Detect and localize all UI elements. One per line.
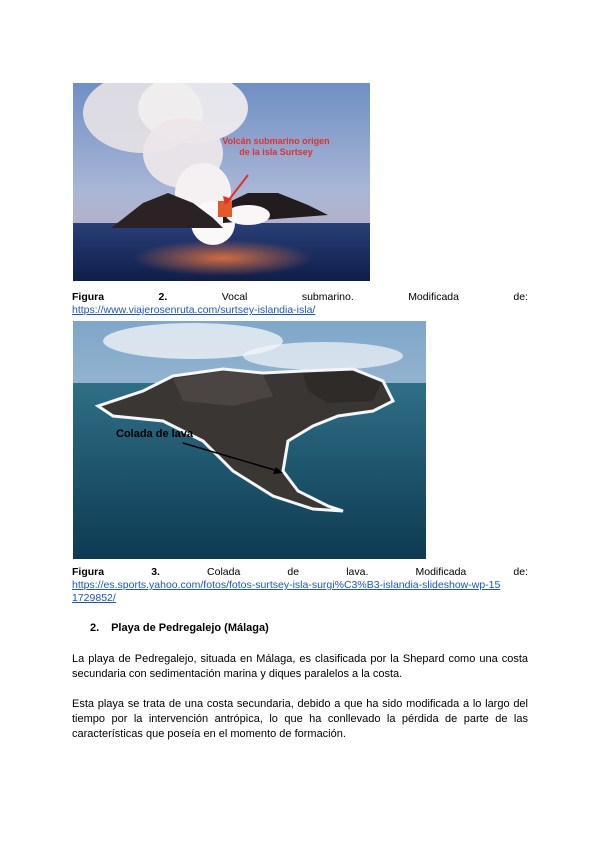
- figure-2-overlay-label: Volcán submarino origen de la isla Surtsey: [222, 136, 330, 157]
- section-heading: [90, 622, 269, 634]
- caption-word: Modificada: [408, 291, 459, 303]
- figure-2-illustration: [73, 83, 370, 281]
- caption-word: 3.: [151, 566, 160, 578]
- paragraph: Esta playa se trata de una costa secundaria, debido a que ha sido modificada a lo largo del tiempo por la intervención antrópica, lo que ha conllevado la pérdida de parte de las características que poseía en el momento de formación.: [72, 698, 528, 740]
- caption-word: Modificada: [415, 566, 467, 578]
- caption-word: de:: [513, 566, 528, 578]
- figure-3-illustration: [73, 321, 426, 559]
- paragraph: La playa de Pedregalejo, situada en Málaga, es clasificada por la Shepard como una costa secundaria con sedimentación marina y diques paralelos a la costa.: [72, 653, 528, 680]
- figure-2-caption-line: [72, 291, 528, 304]
- caption-word: Vocal: [221, 291, 248, 303]
- section-number: 2.: [90, 622, 100, 634]
- section-title: Playa de Pedregalejo (Málaga): [111, 622, 269, 634]
- link-line: https://es.sports.yahoo.com/fotos/fotos-surtsey-isla-surgi%C3%B3-islandia-slideshow-wp-15: [72, 579, 501, 591]
- figure-3-caption-line: [72, 566, 528, 579]
- figure-2-source-link[interactable]: https://www.viajerosenruta.com/surtsey-islandia-isla/: [72, 304, 316, 316]
- caption-word: de:: [513, 291, 528, 303]
- caption-word: Colada: [207, 566, 241, 578]
- link-line: 1729852/: [72, 592, 116, 604]
- caption-word: Figura: [72, 566, 105, 578]
- figure-2-photo: [73, 83, 370, 281]
- caption-word: submarino.: [301, 291, 354, 303]
- caption-word: de: [287, 566, 300, 578]
- figure-3-caption: [72, 566, 528, 605]
- caption-word: 2.: [158, 291, 168, 303]
- caption-word: lava.: [346, 566, 369, 578]
- figure-3-photo: [73, 321, 426, 559]
- figure-2-caption: [72, 291, 528, 317]
- caption-word: Figura: [72, 291, 105, 303]
- figure-3-overlay-label: Colada de lava: [116, 428, 194, 440]
- figure-3-source-link[interactable]: [72, 579, 528, 605]
